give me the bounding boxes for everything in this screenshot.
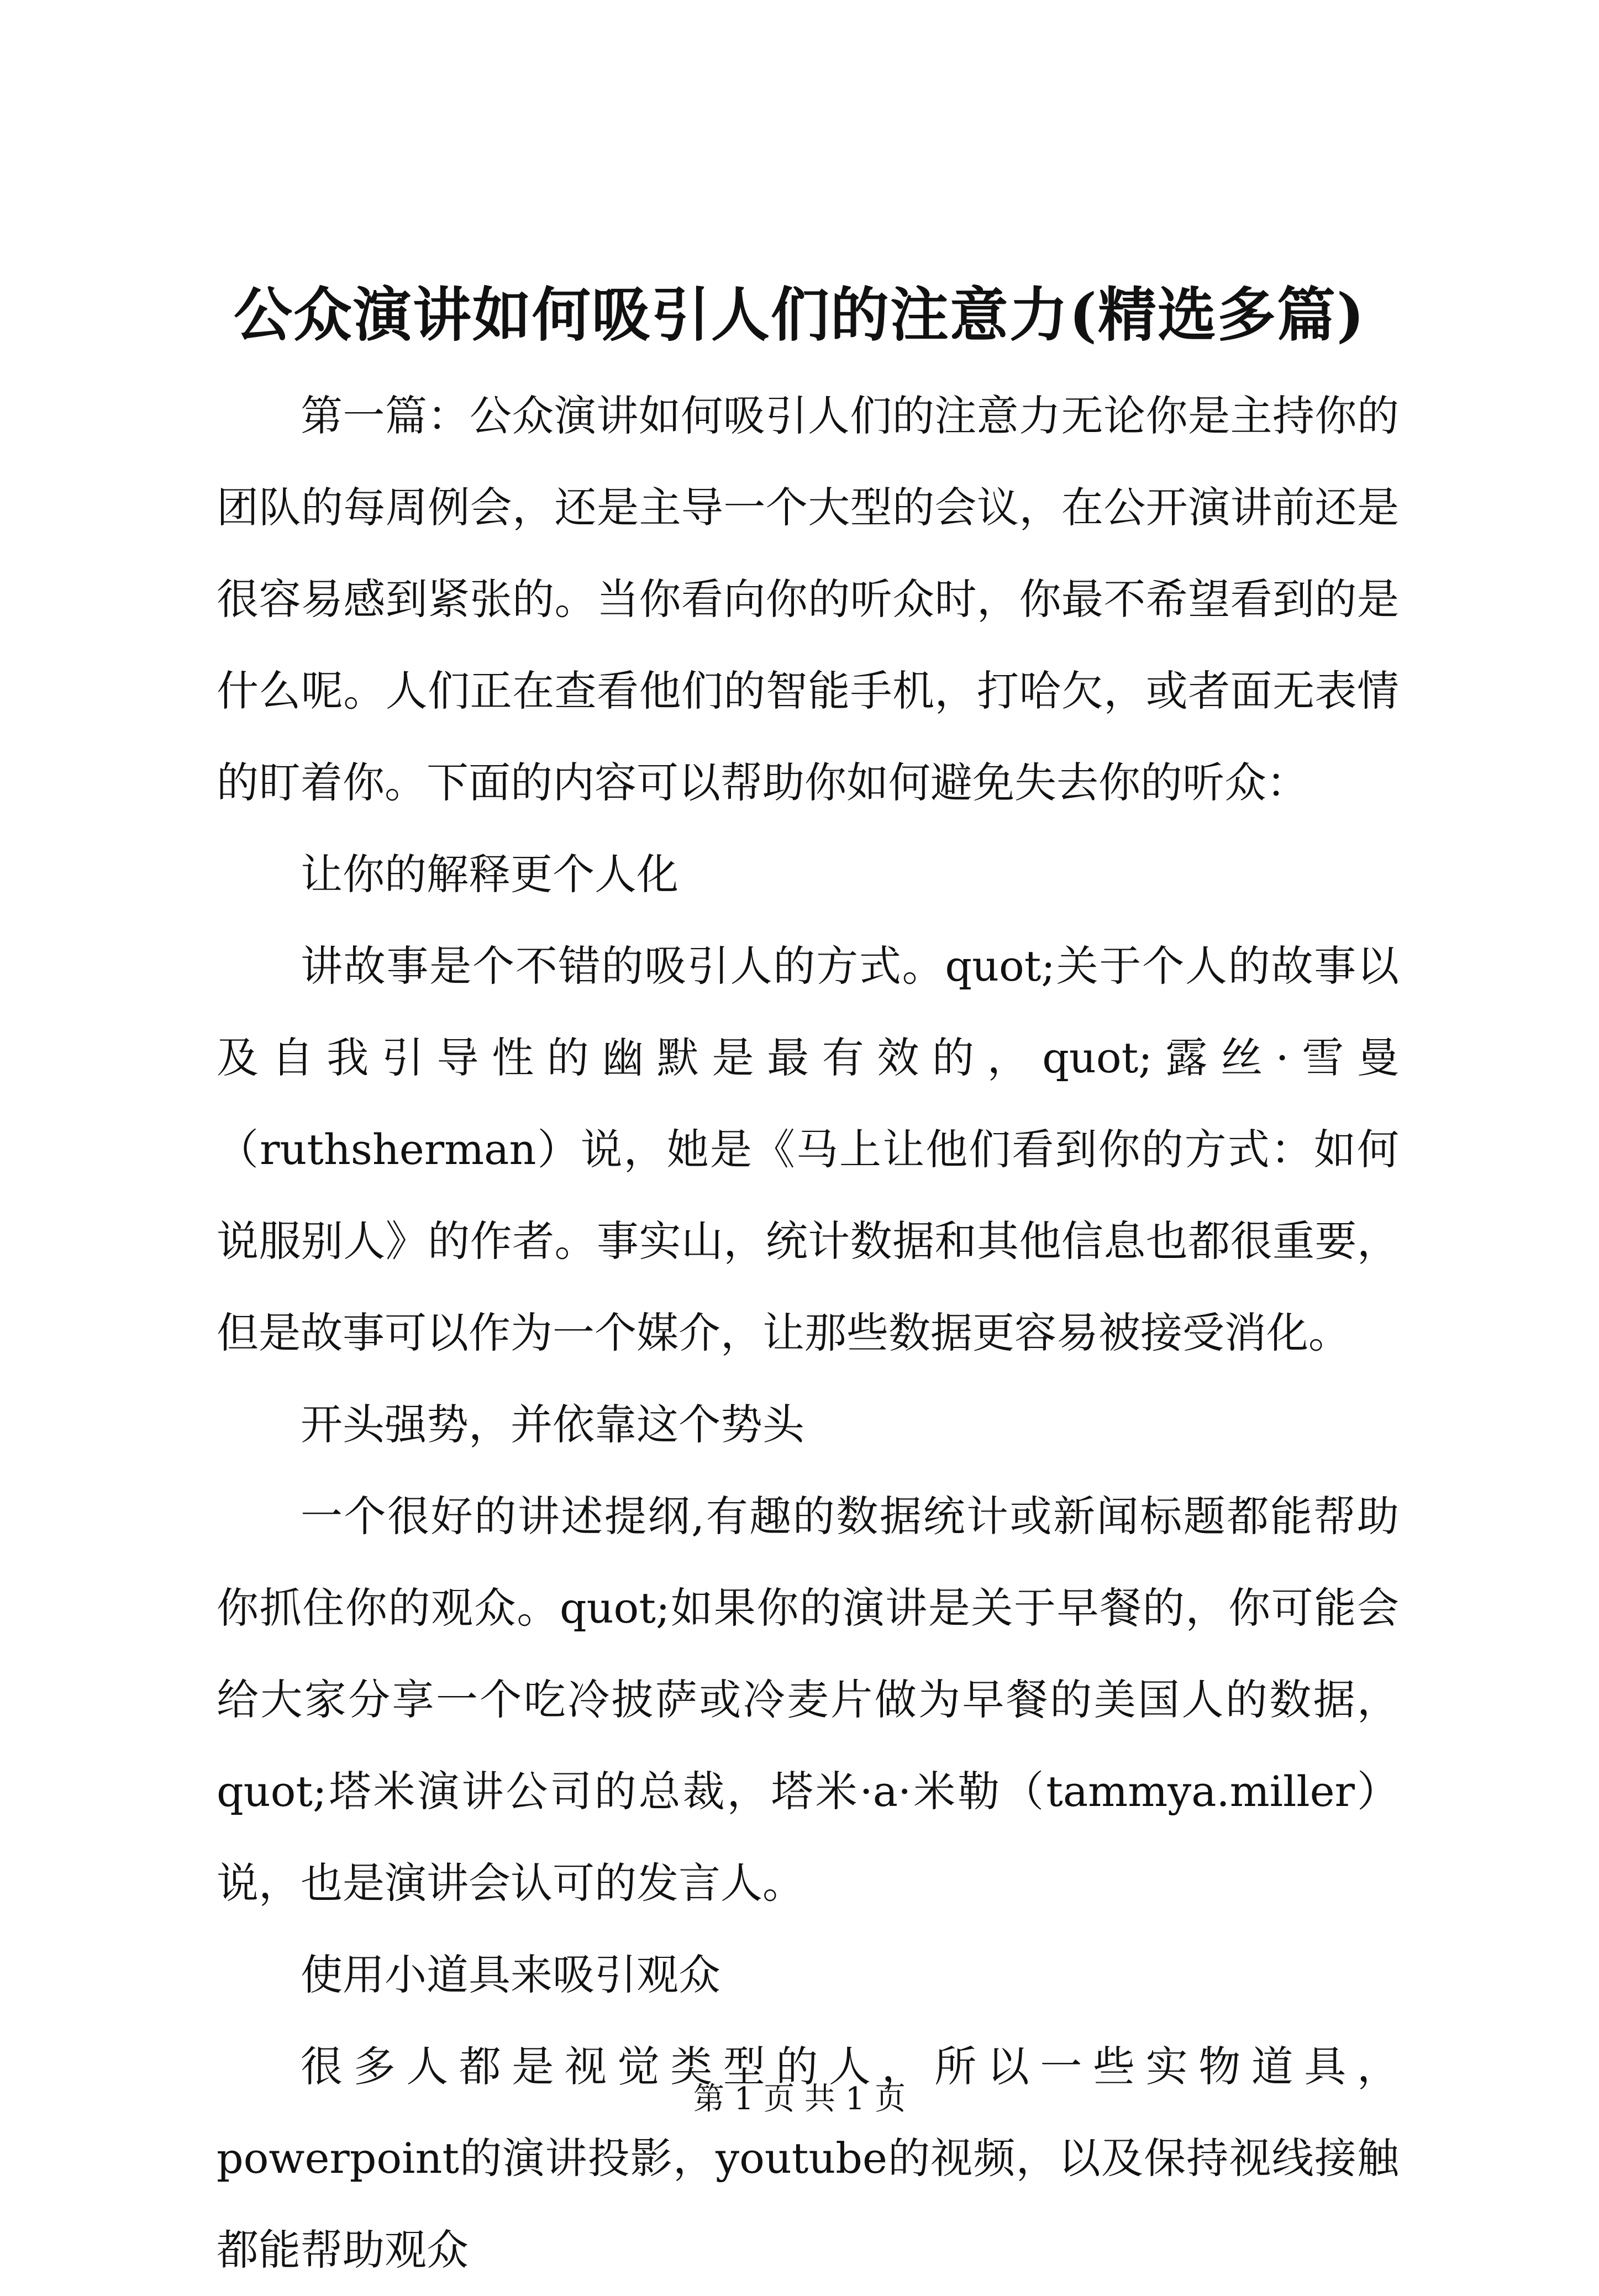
section-heading: 开头强势，并依靠这个势头: [301, 1400, 804, 1449]
document-body: [217, 370, 1399, 2296]
document-title: 公众演讲如何吸引人们的注意力(精选多篇): [233, 280, 1366, 349]
section-heading: 让你的解释更个人化: [301, 850, 678, 899]
paragraph-intro: 第一篇：公众演讲如何吸引人们的注意力无论你是主持你的团队的每周例会，还是主导一个大型的会议，在公开演讲前还是很容易感到紧张的。当你看向你的听众时，你最不希望看到的是什么呢。人们正在查看他们的智能手机，打哈欠，或者面无表情的盯着你。下面的内容可以帮助你如何避免失去你的听众：: [217, 391, 1399, 807]
section-heading: 使用小道具来吸引观众: [301, 1950, 720, 1999]
page-footer: 第 1 页 共 1 页: [693, 2081, 906, 2117]
paragraph: 讲故事是个不错的吸引人的方式。quot;关于个人的故事以及自我引导性的幽默是最有效的，quot;露丝·雪曼（ruthsherman）说，她是《马上让他们看到你的方式：如何说服别人》的作者。事实山，统计数据和其他信息也都很重要，但是故事可以作为一个媒介，让那些数据更容易被接受消化。: [217, 941, 1399, 1357]
paragraph: 很多人都是视觉类型的人，所以一些实物道具，powerpoint的演讲投影，youtube的视频，以及保持视线接触都能帮助观众: [217, 2042, 1399, 2274]
paragraph: 一个很好的讲述提纲,有趣的数据统计或新闻标题都能帮助你抓住你的观众。quot;如果你的演讲是关于早餐的，你可能会给大家分享一个吃冷披萨或冷麦片做为早餐的美国人的数据，quot;塔米演讲公司的总裁，塔米·a·米勒（tammya.miller）说，也是演讲会认可的发言人。: [217, 1492, 1399, 1908]
